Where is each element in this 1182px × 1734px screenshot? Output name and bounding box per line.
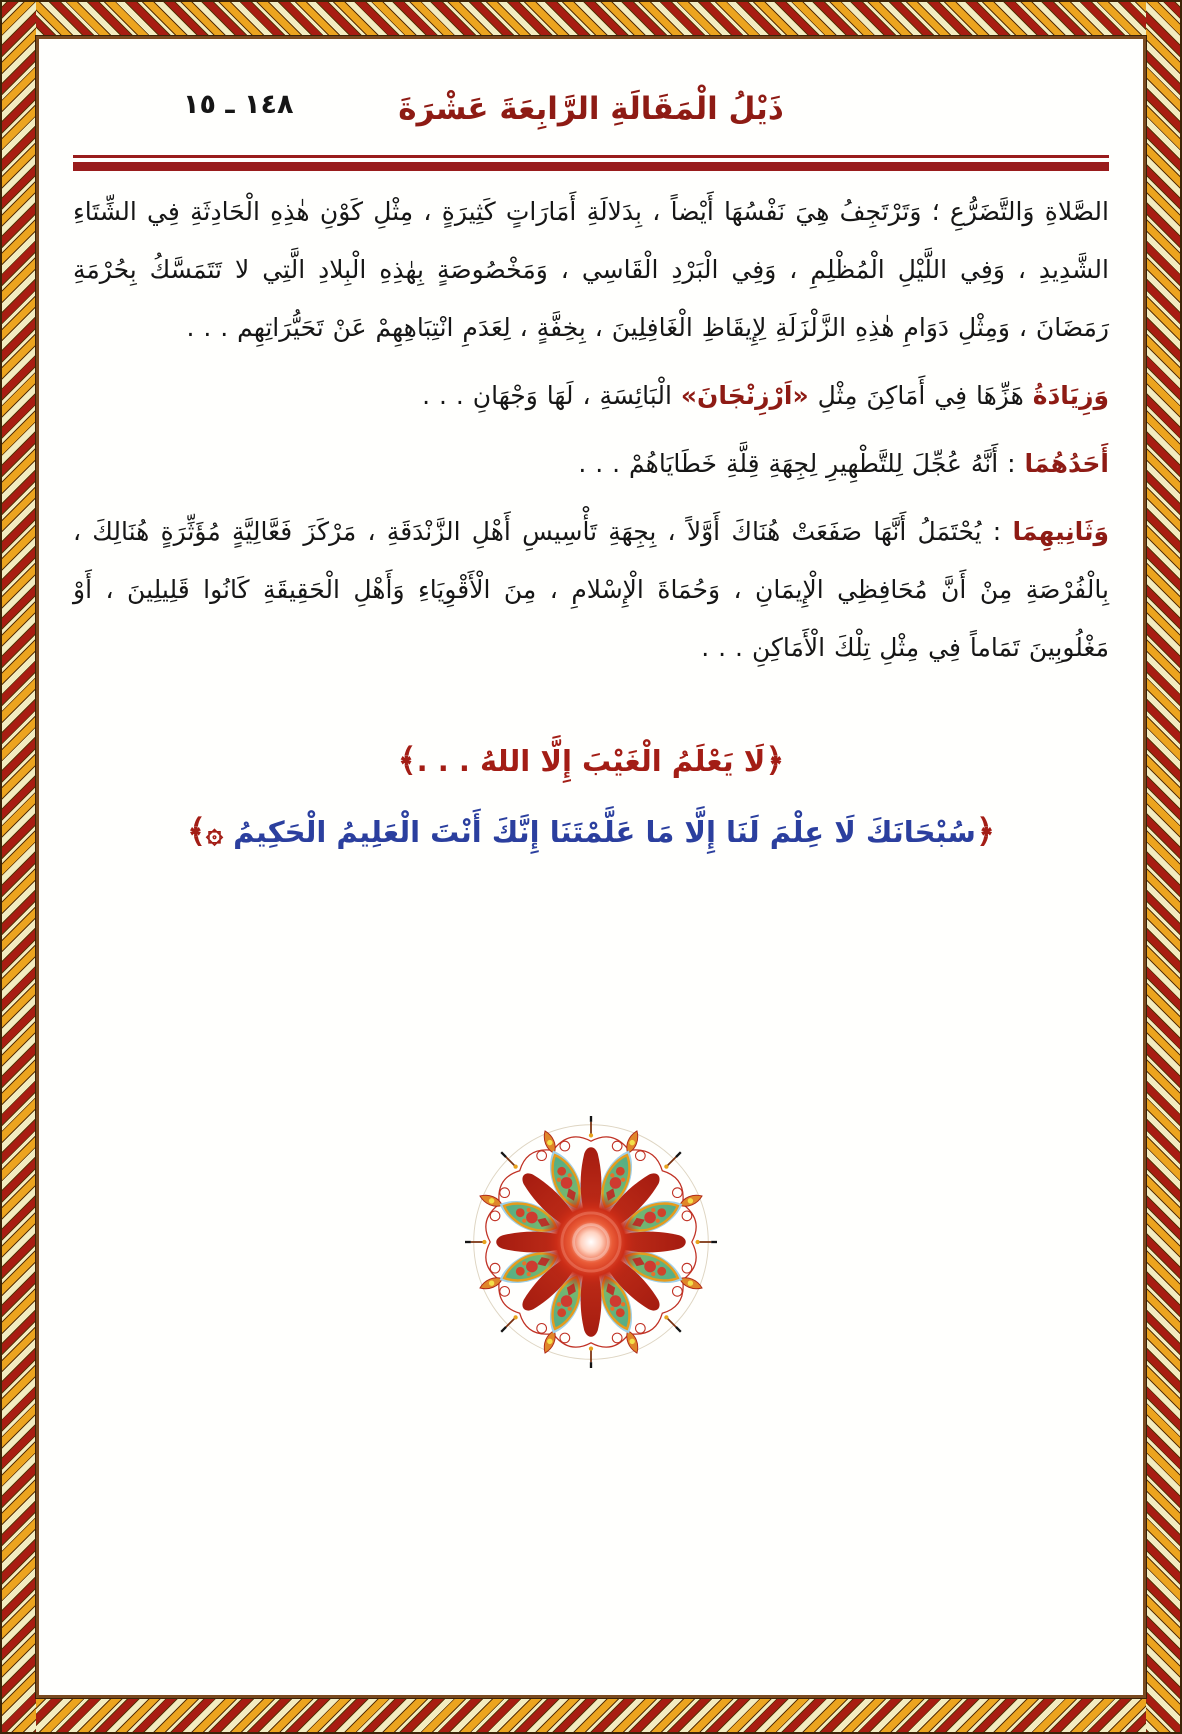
place-name-erzincan: «اَرْزِنْجَانَ»: [680, 381, 809, 410]
verse-text: سُبْحَانَكَ لَا عِلْمَ لَنَا إِلَّا مَا عَلَّمْتَنَا إِنَّكَ أَنْتَ الْعَلِيمُ الْحَكِيمُ: [233, 815, 976, 849]
quran-verse-red: [73, 731, 1109, 790]
verse-text: لَا يَعْلَمُ الْغَيْبَ إِلَّا اللهُ . . .: [416, 744, 766, 778]
paragraph-lead-word: وَزِيَادَةُ: [1032, 381, 1109, 410]
page-header: [73, 85, 1109, 137]
body-paragraph-3: [73, 435, 1109, 493]
floral-mandala-icon: [465, 1116, 717, 1368]
decorative-border-top: [2, 2, 1180, 36]
page-inner-frame: [36, 36, 1146, 1698]
body-paragraph-4: [73, 503, 1109, 677]
body-paragraph-2: [73, 367, 1109, 425]
paragraph-text: : أَنَّهُ عُجِّلَ لِلتَّطْهِيرِ لِجِهَةِ قِلَّةِ خَطَايَاهُمْ . . .: [578, 449, 1025, 478]
decorative-border-right: [1146, 2, 1180, 1732]
body-paragraph-1: [73, 183, 1109, 357]
paragraph-text: : يُحْتَمَلُ أَنَّهَا صَفَعَتْ هُنَاكَ أَوَّلاً ، بِجِهَةِ تَأْسِيسِ أَهْلِ الزَّنْدَقَةِ ، مَرْكَزَ فَعَّالِيَّةٍ مُؤَثِّرَةٍ هُنَالِكَ ، بِالْفُرْصَةِ مِنْ أَنَّ مُحَافِظِي الْإِيمَانِ ، وَحُمَاةَ الْإِسْلامِ ، مِنَ الْأَقْوِيَاءِ وَأَهْلِ الْحَقِيقَةِ كَانُوا قَلِيلِينَ ، أَوْ مَغْلُوبِينَ تَمَاماً فِي مِثْلِ تِلْكَ الْأَمَاكِنِ . . .: [73, 517, 1109, 662]
quranic-bracket-close-icon: ﴾: [397, 741, 417, 779]
chapter-title: ذَيْلُ الْمَقَالَةِ الرَّابِعَةَ عَشْرَةَ: [398, 91, 784, 127]
quranic-bracket-open-icon: ﴿: [765, 741, 785, 779]
quranic-bracket-open-icon: ﴿: [975, 812, 995, 850]
floral-mandala-ornament: [465, 1116, 717, 1368]
decorative-border-left: [2, 2, 36, 1732]
page-content: [39, 85, 1143, 1734]
quran-verse-blue: [73, 802, 1109, 861]
paragraph-lead-word: أَحَدُهُمَا: [1024, 449, 1109, 478]
paragraph-lead-word: وَثَانِيهِمَا: [1012, 517, 1109, 546]
quranic-bracket-close-icon: ﴾: [187, 812, 207, 850]
header-rule: [73, 155, 1109, 171]
paragraph-text: الْبَائِسَةِ ، لَهَا وَجْهَانِ . . .: [422, 381, 681, 410]
paragraph-text: هَزِّهَا فِي أَمَاكِنَ مِثْلِ: [808, 381, 1033, 410]
paragraph-text: الصَّلاةِ وَالتَّضَرُّعِ ؛ وَتَرْتَجِفُ هِيَ نَفْسُهَا أَيْضاً ، بِدَلالَةِ أَمَارَاتٍ كَثِيرَةٍ ، مِثْلِ كَوْنِ هٰذِهِ الْحَادِثَةِ فِي الشِّتَاءِ الشَّدِيدِ ، وَفِي اللَّيْلِ الْمُظْلِمِ ، وَفِي الْبَرْدِ الْقَاسِي ، وَمَخْصُوصَةٍ بِهٰذِهِ الْبِلادِ الَّتِي لا تَتَمَسَّكُ بِحُرْمَةِ رَمَضَانَ ، وَمِثْلِ دَوَامِ هٰذِهِ الزَّلْزَلَةِ لِإِيقَاظِ الْغَافِلِينَ ، بِخِفَّةٍ ، لِعَدَمِ انْتِبَاهِهِمْ عَنْ تَحَيُّرَاتِهِم . . .: [73, 197, 1109, 342]
rub-el-hizb-icon: ۞: [206, 815, 224, 849]
page-number: ١٤٨ ـ ١٥: [183, 89, 294, 120]
